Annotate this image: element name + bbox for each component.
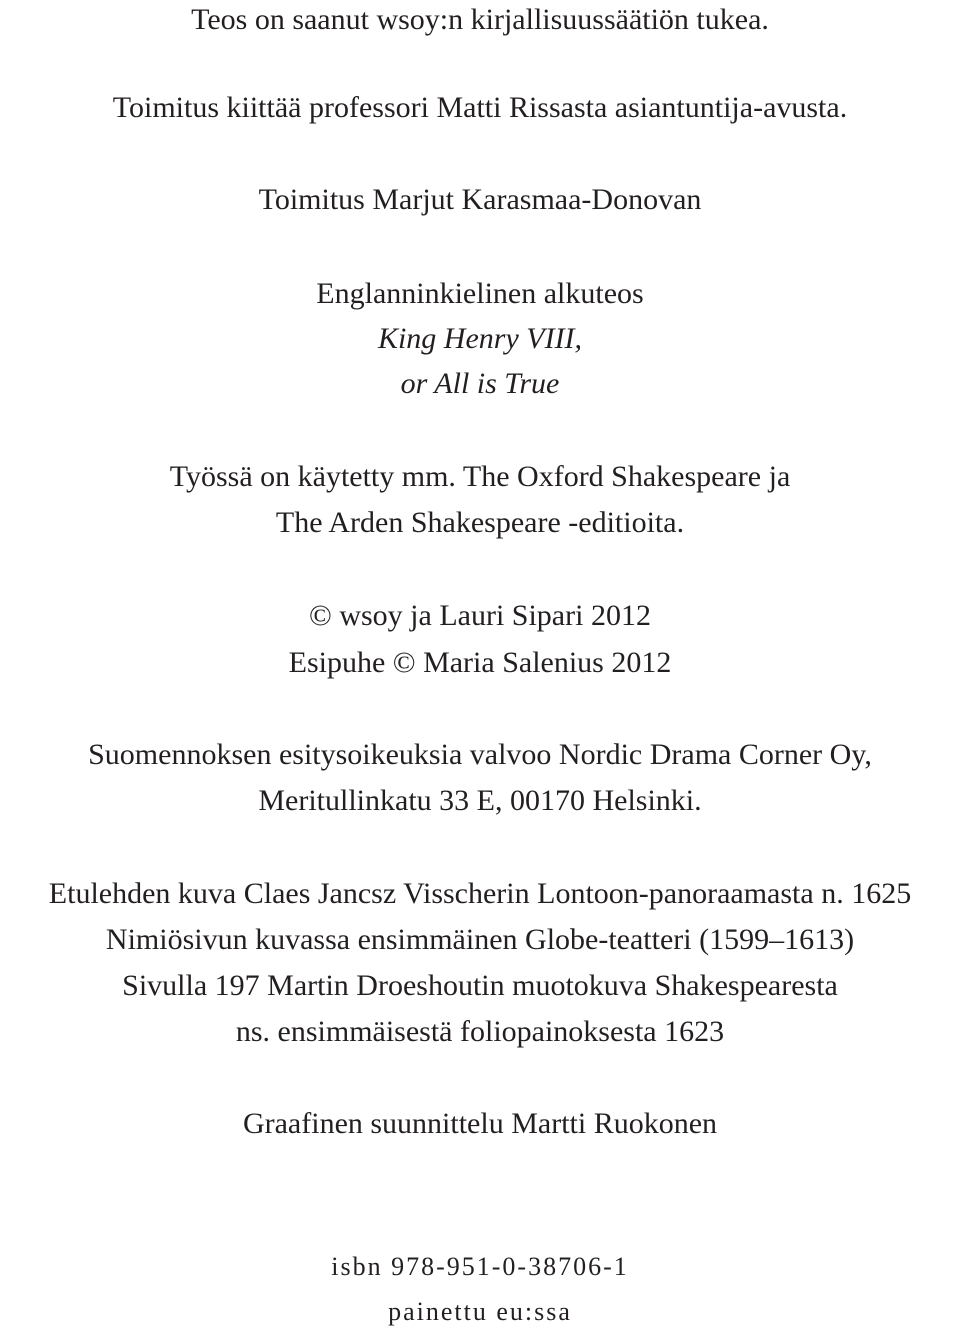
support-line: Teos on saanut wsoy:n kirjallisuussäätiön tukea. — [191, 3, 769, 36]
printed-line: painettu eu:ssa — [388, 1297, 572, 1326]
original-title-line1: King Henry VIII, — [377, 322, 583, 355]
editions-line1: Työssä on käytetty mm. The Oxford Shakespeare ja — [169, 460, 791, 493]
images-line1: Etulehden kuva Claes Jancsz Visscherin Lontoon-panoraamasta n. 1625 — [48, 877, 912, 910]
editions-line2: The Arden Shakespeare -editioita. — [275, 506, 685, 539]
images-line4: ns. ensimmäisestä foliopainoksesta 1623 — [235, 1015, 725, 1048]
images-line3: Sivulla 197 Martin Droeshoutin muotokuva Shakespearesta — [122, 969, 838, 1002]
original-title-line2: or All is True — [400, 367, 560, 400]
images-line2: Nimiösivun kuvassa ensimmäinen Globe-teatteri (1599–1613) — [105, 923, 855, 956]
isbn-line: isbn 978-951-0-38706-1 — [331, 1252, 629, 1281]
thanks-line: Toimitus kiittää professori Matti Rissasta asiantuntija-avusta. — [112, 91, 848, 124]
rights-line1: Suomennoksen esitysoikeuksia valvoo Nordic Drama Corner Oy, — [88, 738, 872, 771]
copyright-line1: © wsoy ja Lauri Sipari 2012 — [309, 599, 651, 632]
original-label: Englanninkielinen alkuteos — [316, 277, 644, 310]
copyright-line2: Esipuhe © Maria Salenius 2012 — [288, 646, 672, 679]
design-line: Graafinen suunnittelu Martti Ruokonen — [242, 1107, 718, 1140]
editor-line: Toimitus Marjut Karasmaa-Donovan — [258, 183, 702, 216]
rights-line2: Meritullinkatu 33 E, 00170 Helsinki. — [258, 784, 702, 817]
